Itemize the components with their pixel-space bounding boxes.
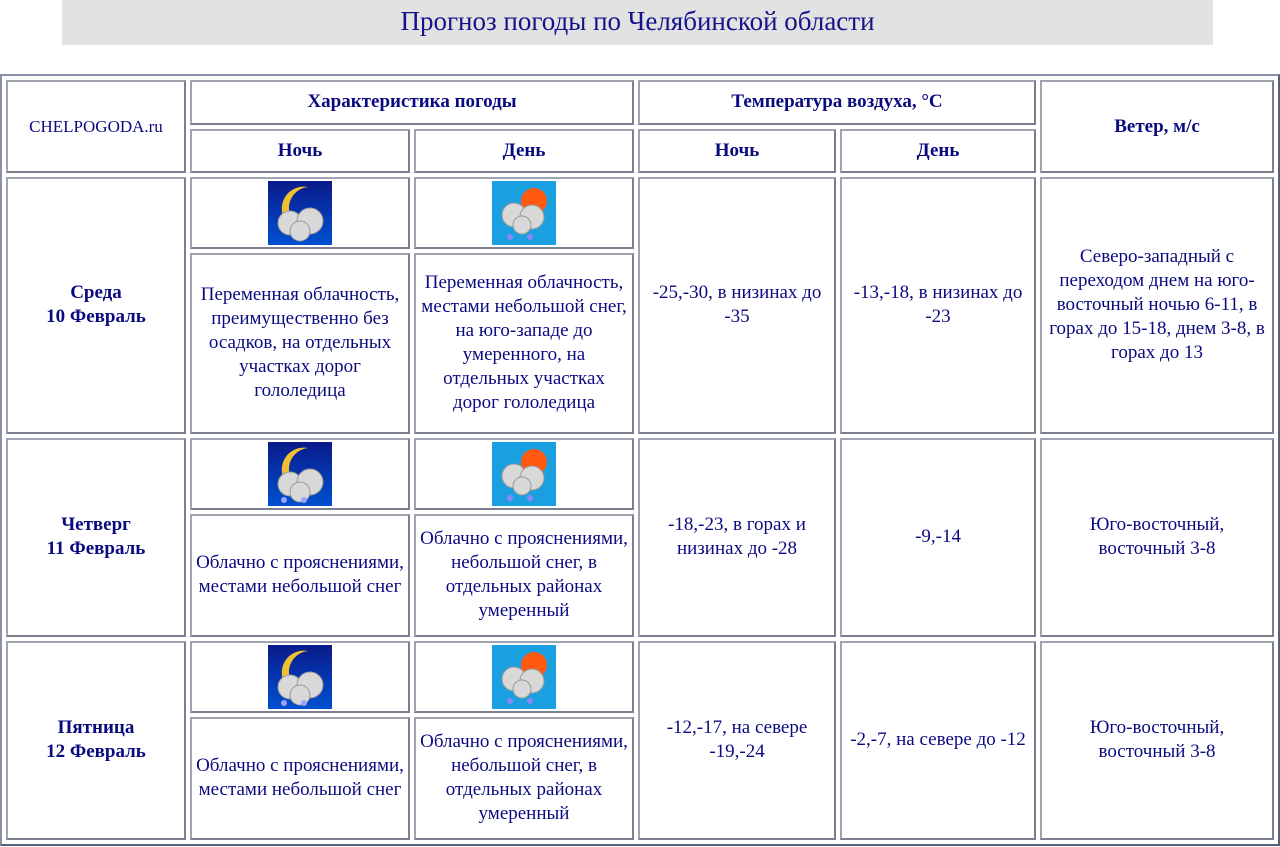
temp-night-cell: -25,-30, в низинах до -35 <box>638 177 836 433</box>
weekday: Среда <box>70 282 122 304</box>
moon-cloud-snow-icon <box>268 645 332 709</box>
night-icon-cell <box>190 177 410 249</box>
weekday: Пятница <box>57 717 135 739</box>
weather-night-header: Ночь <box>190 129 410 174</box>
day-icon-cell <box>414 177 634 249</box>
temp-night-header: Ночь <box>638 129 836 174</box>
temp-night-cell: -12,-17, на севере -19,-24 <box>638 641 836 840</box>
date: 11 Февраль <box>46 538 146 560</box>
day-description: Облачно с прояснениями, небольшой снег, в отдельных районах умеренный <box>414 514 634 637</box>
moon-cloud-snow-icon <box>268 442 332 506</box>
temp-day-cell: -13,-18, в низинах до -23 <box>840 177 1036 433</box>
site-logo: CHELPOGODA.ru <box>6 80 186 173</box>
night-icon-cell <box>190 641 410 713</box>
forecast-table-frame <box>0 74 1280 846</box>
date-cell <box>6 438 186 637</box>
sun-cloud-snow-icon <box>492 181 556 245</box>
temp-day-cell: -9,-14 <box>840 438 1036 637</box>
night-icon-cell <box>190 438 410 510</box>
night-description: Переменная облачность, преимущественно без осадков, на отдельных участках дорог гололедица <box>190 253 410 433</box>
day-description: Переменная облачность, местами небольшой снег, на юго-западе до умеренного, на отдельных участках дорог гололедица <box>414 253 634 433</box>
wind-cell: Северо-западный с переходом днем на юго-восточный ночью 6-11, в горах до 15-18, днем 3-8, в горах до 13 <box>1040 177 1274 433</box>
weather-day-header: День <box>414 129 634 174</box>
sun-cloud-snow-icon <box>492 442 556 506</box>
night-description: Облачно с прояснениями, местами небольшой снег <box>190 717 410 840</box>
date: 10 Февраль <box>46 306 146 328</box>
wind-cell: Юго-восточный, восточный 3-8 <box>1040 438 1274 637</box>
day-icon-cell <box>414 641 634 713</box>
temp-night-cell: -18,-23, в горах и низинах до -28 <box>638 438 836 637</box>
day-description: Облачно с прояснениями, небольшой снег, в отдельных районах умеренный <box>414 717 634 840</box>
temp-day-cell: -2,-7, на севере до -12 <box>840 641 1036 840</box>
weather-header: Характеристика погоды <box>190 80 634 125</box>
sun-cloud-snow-icon <box>492 645 556 709</box>
wind-cell: Юго-восточный, восточный 3-8 <box>1040 641 1274 840</box>
page-title: Прогноз погоды по Челябинской области <box>62 0 1213 45</box>
wind-header: Ветер, м/с <box>1040 80 1274 173</box>
forecast-table <box>2 76 1278 844</box>
moon-cloud-icon <box>268 181 332 245</box>
date-cell <box>6 177 186 433</box>
day-icon-cell <box>414 438 634 510</box>
night-description: Облачно с прояснениями, местами небольшой снег <box>190 514 410 637</box>
weekday: Четверг <box>61 514 131 536</box>
temperature-header: Температура воздуха, °С <box>638 80 1036 125</box>
temp-day-header: День <box>840 129 1036 174</box>
date: 12 Февраль <box>46 741 146 763</box>
date-cell <box>6 641 186 840</box>
